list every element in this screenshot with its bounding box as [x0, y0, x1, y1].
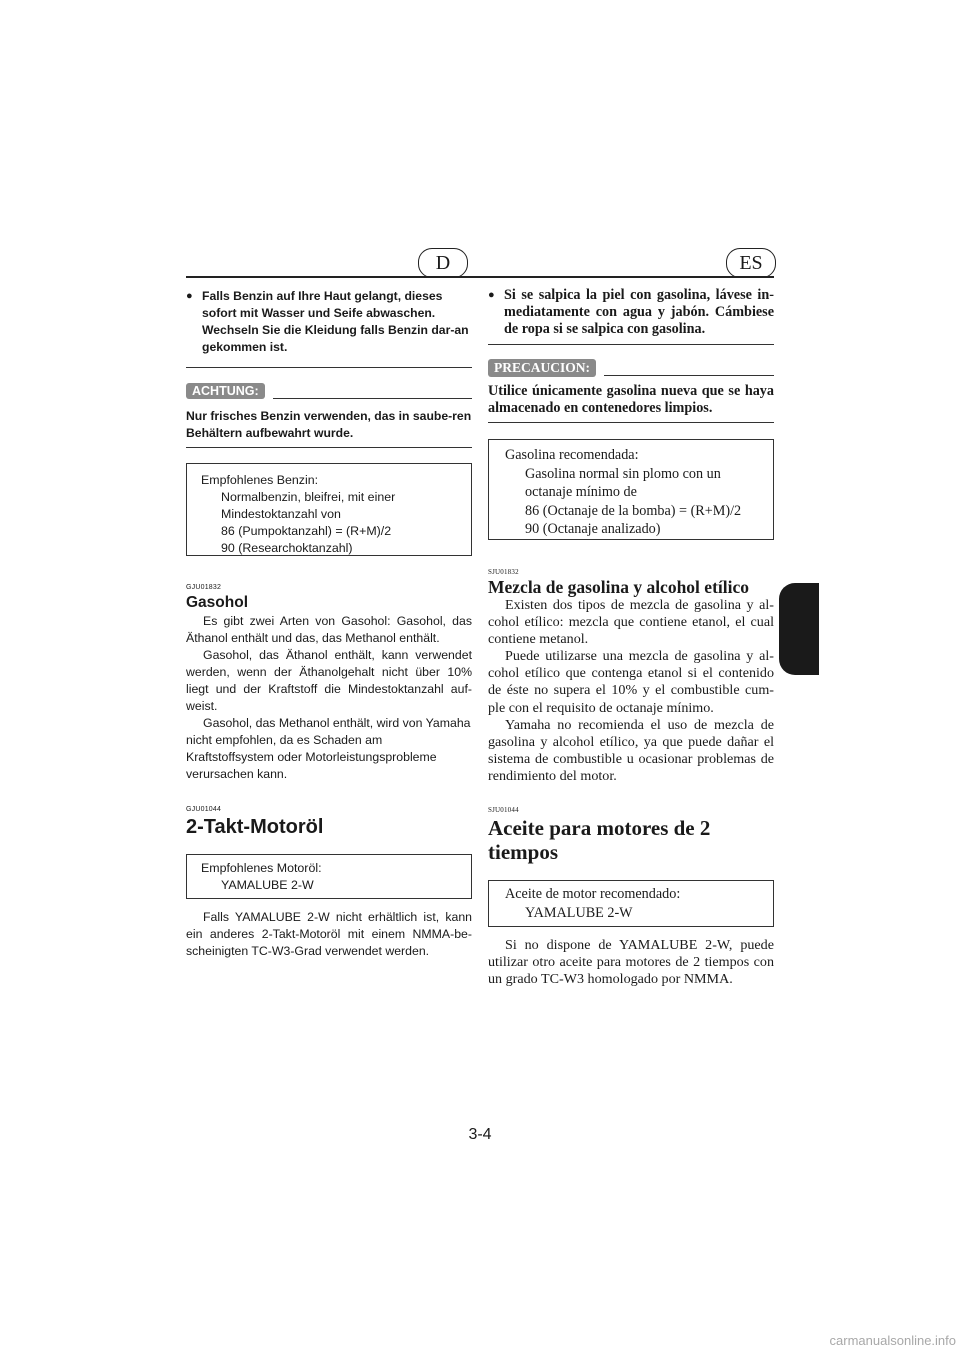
fuel-box-title: Gasolina recomendada:: [505, 447, 639, 463]
section-heading: 2-Takt-Motoröl: [186, 816, 324, 838]
section-heading: Mezcla de gasolina y alcohol etílico: [488, 577, 749, 597]
fuel-box-line: 90 (Researchoktanzahl): [221, 541, 353, 555]
caution-divider: [488, 422, 774, 423]
bullet-icon: ●: [488, 289, 495, 301]
section-heading: Gasohol: [186, 594, 249, 611]
language-badge-de: D: [418, 248, 468, 278]
recommended-fuel-box: [488, 439, 774, 540]
fuel-box-line: 86 (Octanaje de la bomba) = (R+M)/2: [525, 502, 742, 519]
oil-box-value: YAMALUBE 2-W: [525, 904, 633, 921]
caution-label: ACHTUNG:: [186, 383, 265, 399]
oil-box-value: YAMALUBE 2-W: [221, 878, 314, 892]
section-code: GJU01044: [186, 806, 222, 813]
section-code: GJU01832: [186, 584, 222, 591]
section-heading: Aceite para motores de 2 tiempos: [488, 816, 711, 865]
warning-bullet-text: Si se salpica la piel con gasolina, lávese in-mediatamente con agua y jabón. Cámbiese de ropa si se salpica con gasolina.: [504, 287, 774, 337]
fuel-box-line: 86 (Pumpoktanzahl) = (R+M)/2: [221, 524, 392, 538]
caution-header: [186, 383, 472, 399]
caution-rule: [273, 398, 472, 399]
fuel-box-line: Gasolina normal sin plomo con un: [525, 465, 721, 482]
recommended-oil-box: [488, 880, 774, 927]
section-code: SJU01044: [488, 806, 519, 815]
spanish-column: [488, 287, 774, 988]
recommended-fuel-box: [186, 463, 472, 556]
paragraph: Puede utilizarse una mezcla de gasolina y al-cohol etílico que contenga etanol si el contenido de éste no supera el 10% y el combustible cum-ple con el requisito de octanaje mínimo.: [488, 648, 774, 716]
caution-header: [488, 359, 774, 377]
paragraph: Gasohol, das Äthanol enthält, kann verwendet werden, wenn der Äthanolgehalt nicht über 10% liegt und der Kraftstoff die Mindestoktanzahl auf-weist.: [186, 648, 472, 713]
header-divider: [186, 276, 774, 278]
section-code: SJU01832: [488, 568, 519, 576]
german-column: [186, 288, 472, 960]
fuel-box-line: Mindestoktanzahl von: [221, 507, 341, 521]
caution-text: Utilice únicamente gasolina nueva que se haya almacenado en contenedores limpios.: [488, 383, 774, 416]
recommended-oil-box: [186, 854, 472, 899]
fuel-box-line: 90 (Octanaje analizado): [525, 521, 661, 537]
caution-text: Nur frisches Benzin verwenden, das in saube-ren Behältern aufbewahrt wurde.: [186, 409, 472, 440]
watermark: carmanualsonline.info: [829, 1333, 956, 1348]
bullet-icon: ●: [186, 290, 193, 302]
oil-box-title: Aceite de motor recomendado:: [505, 886, 681, 903]
fuel-box-line: octanaje mínimo de: [525, 484, 637, 500]
oil-box-title: Empfohlenes Motoröl:: [201, 861, 322, 875]
warning-divider: [488, 344, 774, 345]
paragraph: Si no dispone de YAMALUBE 2-W, puede utilizar otro aceite para motores de 2 tiempos con un grado TC-W3 homologado por NMMA.: [488, 937, 774, 988]
fuel-box-title: Empfohlenes Benzin:: [201, 473, 319, 487]
paragraph: Es gibt zwei Arten von Gasohol: Gasohol, das Äthanol enthält und das, das Methanol enthält.: [186, 614, 472, 645]
paragraph: Existen dos tipos de mezcla de gasolina y al-cohol etílico: mezcla que contiene etanol, el cual contiene metanol.: [488, 597, 774, 648]
caution-label: PRECAUCION:: [488, 359, 596, 377]
paragraph: Gasohol, das Methanol enthält, wird von Yamaha nicht empfohlen, da es Schaden am Kraftstoffsystem oder Motorleistungsprobleme verursachen kann.: [186, 716, 471, 781]
warning-bullet: [488, 287, 774, 338]
warning-bullet: [186, 288, 472, 356]
caution-divider: [186, 447, 472, 448]
fuel-box-line: Normalbenzin, bleifrei, mit einer: [221, 490, 396, 504]
paragraph: Falls YAMALUBE 2-W nicht erhältlich ist, kann ein anderes 2-Takt-Motoröl mit einem NMMA-be-scheinigten TC-W3-Grad verwendet werden.: [186, 910, 472, 958]
page-number: 3-4: [468, 1126, 492, 1143]
warning-bullet-text: Falls Benzin auf Ihre Haut gelangt, dieses sofort mit Wasser und Seife abwaschen. Wechseln Sie die Kleidung falls Benzin dar-an gekommen ist.: [202, 289, 469, 354]
warning-divider: [186, 367, 472, 368]
language-badge-es: ES: [726, 248, 776, 278]
caution-rule: [604, 375, 774, 376]
paragraph: Yamaha no recomienda el uso de mezcla de gasolina y alcohol etílico, ya que puede dañar el sistema de combustible u ocasionar problemas de rendimiento del motor.: [488, 716, 774, 784]
chapter-side-tab: [779, 583, 819, 675]
